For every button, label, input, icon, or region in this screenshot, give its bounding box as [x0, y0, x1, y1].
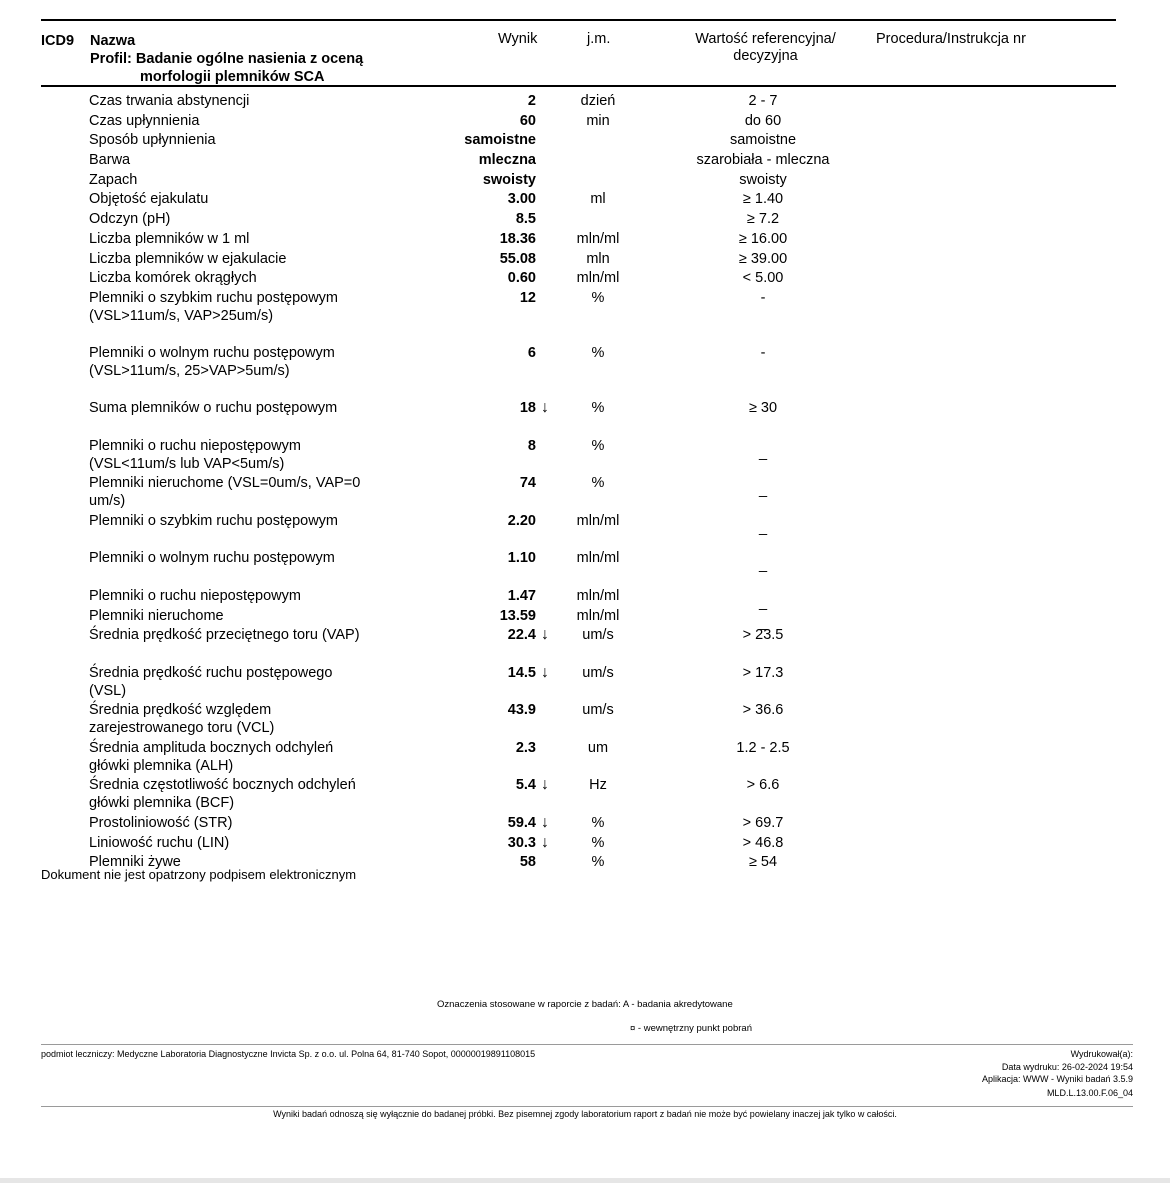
- reference-range: szarobiała - mleczna: [696, 152, 830, 169]
- legend-collection-point: ¤ - wewnętrzny punkt pobrań: [630, 1023, 752, 1034]
- reference-range: swoisty: [739, 171, 787, 188]
- result-value: samoistne: [464, 132, 536, 149]
- result-value: 1.10: [507, 550, 536, 567]
- below-range-arrow-icon: ↓: [541, 399, 549, 417]
- reference-range: -: [760, 345, 766, 362]
- parameter-name: Średnia częstotliwość bocznych odchyleń główki plemnika (BCF): [89, 777, 356, 812]
- below-range-arrow-icon: ↓: [541, 833, 549, 851]
- print-info: [982, 1048, 1133, 1099]
- reference-range: < 5.00: [742, 270, 784, 287]
- result-value: 43.9: [507, 702, 536, 719]
- result-row: [0, 474, 1170, 512]
- result-unit: um/s: [582, 627, 614, 644]
- reference-range: > 23.5: [742, 627, 784, 644]
- parameter-name: Plemniki o szybkim ruchu postępowym: [89, 512, 339, 529]
- result-unit: %: [591, 345, 605, 362]
- reference-range: ≥ 39.00: [738, 250, 788, 267]
- reference-range: _: [758, 557, 768, 574]
- parameter-name: Średnia prędkość względem zarejestrowanego toru (VCL): [89, 702, 275, 737]
- header-bottom-rule: [41, 85, 1116, 87]
- parameter-name: Plemniki o wolnym ruchu postępowym: [89, 550, 335, 567]
- parameter-name: Liniowość ruchu (LIN): [89, 834, 230, 851]
- result-value: 59.4: [507, 814, 536, 831]
- result-row: [0, 131, 1170, 151]
- parameter-name: Plemniki o szybkim ruchu postępowym (VSL>11um/s, VAP>25um/s): [89, 289, 339, 324]
- result-row: [0, 512, 1170, 550]
- reference-range: samoistne: [729, 132, 797, 149]
- result-value: swoisty: [482, 171, 536, 188]
- result-row: [0, 344, 1170, 399]
- reference-range: > 17.3: [742, 664, 784, 681]
- reference-range: > 69.7: [742, 814, 784, 831]
- result-row: [0, 92, 1170, 112]
- result-unit: %: [591, 854, 605, 871]
- parameter-name: Średnia amplituda bocznych odchyleń główki plemnika (ALH): [89, 739, 334, 774]
- result-value: 18: [519, 400, 536, 417]
- parameter-name: Liczba plemników w ejakulacie: [89, 250, 287, 267]
- result-value: 0.60: [507, 270, 536, 287]
- reference-range: _: [758, 444, 768, 461]
- provider-info: podmiot leczniczy: Medyczne Laboratoria Diagnostyczne Invicta Sp. z o.o. ul. Polna 64, 81-740 Sopot, 00000019891108015: [41, 1049, 536, 1059]
- parameter-name: Plemniki o ruchu niepostępowym (VSL<11um/s lub VAP<5um/s): [89, 437, 301, 472]
- below-range-arrow-icon: ↓: [541, 626, 549, 644]
- reference-range: ≥ 1.40: [742, 191, 784, 208]
- result-unit: mln: [586, 250, 610, 267]
- result-unit: %: [591, 475, 605, 492]
- result-row: [0, 776, 1170, 814]
- result-row: [0, 210, 1170, 230]
- result-row: [0, 607, 1170, 631]
- parameter-name: Zapach: [89, 171, 138, 188]
- reference-range: _: [758, 614, 768, 631]
- result-unit: %: [591, 437, 605, 454]
- result-row: [0, 701, 1170, 739]
- reference-range: > 36.6: [742, 702, 784, 719]
- profile-title-line2: morfologii plemników SCA: [140, 69, 325, 85]
- parameter-name: Liczba komórek okrągłych: [89, 270, 257, 287]
- result-row: [0, 814, 1170, 834]
- below-range-arrow-icon: ↓: [541, 813, 549, 831]
- result-value: 55.08: [499, 250, 536, 267]
- result-unit: %: [591, 834, 605, 851]
- result-row: [0, 587, 1170, 611]
- parameter-name: Suma plemników o ruchu postępowym: [89, 400, 338, 417]
- result-unit: min: [586, 112, 610, 129]
- column-header-unit: j.m.: [587, 31, 611, 47]
- result-row: [0, 399, 1170, 437]
- parameter-name: Odczyn (pH): [89, 211, 171, 228]
- column-header-procedure: Procedura/Instrukcja nr: [876, 31, 1026, 47]
- header-top-rule: [41, 19, 1116, 21]
- form-code: MLD.L.13.00.F.06_04: [1046, 1087, 1133, 1098]
- profile-title-line1: Profil: Badanie ogólne nasienia z oceną: [90, 51, 364, 67]
- result-value: 6: [527, 345, 536, 362]
- parameter-name: Liczba plemników w 1 ml: [89, 230, 250, 247]
- result-value: 12: [519, 289, 536, 306]
- result-row: [0, 230, 1170, 250]
- print-date: Data wydruku: 26-02-2024 19:54: [1001, 1061, 1133, 1072]
- parameter-name: Średnia prędkość przeciętnego toru (VAP): [89, 627, 360, 644]
- parameter-name: Czas upłynnienia: [89, 112, 200, 129]
- result-unit: um/s: [582, 664, 614, 681]
- reference-range: ≥ 16.00: [738, 230, 788, 247]
- result-unit: %: [591, 289, 605, 306]
- result-row: [0, 269, 1170, 289]
- result-unit: um: [587, 739, 609, 756]
- result-unit: um/s: [582, 702, 614, 719]
- result-row: [0, 549, 1170, 587]
- reference-range: ≥ 7.2: [746, 211, 780, 228]
- result-value: 14.5: [507, 664, 536, 681]
- report-disclaimer: Wyniki badań odnoszą się wyłącznie do badanej próbki. Bez pisemnej zgody laboratorium raport z badań nie może być powielany inaczej jak tylko w całości.: [273, 1109, 897, 1119]
- result-unit: %: [591, 814, 605, 831]
- column-header-result: Wynik: [498, 31, 538, 47]
- result-unit: mln/ml: [576, 270, 620, 287]
- parameter-name: Plemniki o wolnym ruchu postępowym (VSL>11um/s, 25>VAP>5um/s): [89, 345, 335, 380]
- parameter-name: Barwa: [89, 152, 131, 169]
- column-header-name: Nazwa: [90, 33, 136, 49]
- parameter-name: Plemniki żywe: [89, 854, 181, 871]
- result-value: 60: [519, 112, 536, 129]
- result-row: [0, 112, 1170, 132]
- result-row: [0, 739, 1170, 777]
- result-row: [0, 289, 1170, 344]
- result-row: [0, 437, 1170, 475]
- parameter-name: Plemniki o ruchu niepostępowym: [89, 587, 301, 604]
- reference-range: -: [760, 289, 766, 306]
- reference-range: _: [758, 482, 768, 499]
- column-header-reference-line1: Wartość referencyjna/: [695, 31, 836, 47]
- result-row: [0, 151, 1170, 171]
- result-value: 8: [527, 437, 536, 454]
- result-row: [0, 190, 1170, 210]
- parameter-name: Średnia prędkość ruchu postępowego (VSL): [89, 664, 333, 699]
- result-row: [0, 250, 1170, 270]
- result-unit: %: [591, 400, 605, 417]
- result-unit: mln/ml: [576, 607, 620, 624]
- result-value: 2.20: [507, 512, 536, 529]
- reference-range: > 46.8: [742, 834, 784, 851]
- result-value: 18.36: [499, 230, 536, 247]
- result-value: 8.5: [515, 211, 536, 228]
- result-unit: mln/ml: [576, 512, 620, 529]
- reference-range: ≥ 30: [748, 400, 778, 417]
- result-unit: mln/ml: [576, 550, 620, 567]
- result-row: [0, 626, 1170, 664]
- page-bottom-edge: [0, 1178, 1170, 1183]
- footer-top-rule: [41, 1044, 1133, 1045]
- result-unit: ml: [590, 191, 606, 208]
- reference-range: _: [758, 519, 768, 536]
- result-unit: mln/ml: [576, 230, 620, 247]
- reference-range: 1.2 - 2.5: [736, 739, 790, 756]
- result-unit: dzień: [580, 93, 616, 109]
- column-header-icd9: ICD9: [41, 33, 75, 49]
- result-value: 22.4: [507, 627, 536, 644]
- result-value: 3.00: [507, 191, 536, 208]
- reference-range: > 6.6: [746, 777, 780, 794]
- signature-note: Dokument nie jest opatrzony podpisem elektronicznym: [41, 867, 357, 882]
- application-version: Aplikacja: WWW - Wyniki badań 3.5.9: [982, 1074, 1133, 1084]
- result-value: 13.59: [499, 607, 536, 624]
- parameter-name: Plemniki nieruchome: [89, 607, 224, 624]
- parameter-name: Sposób upłynnienia: [89, 132, 216, 149]
- footer-bottom-rule: [41, 1106, 1133, 1107]
- result-value: 30.3: [507, 834, 536, 851]
- result-value: mleczna: [478, 152, 536, 169]
- result-value: 1.47: [507, 587, 536, 604]
- result-value: 58: [519, 854, 536, 871]
- legend-accredited: Oznaczenia stosowane w raporcie z badań: A - badania akredytowane: [437, 999, 733, 1010]
- column-header-reference-line2: decyzyjna: [733, 48, 798, 64]
- result-value: 74: [519, 475, 536, 492]
- result-value: 2: [527, 93, 536, 109]
- parameter-name: Plemniki nieruchome (VSL=0um/s, VAP=0 um/s): [89, 475, 361, 510]
- reference-range: ≥ 54: [748, 854, 778, 871]
- result-unit: mln/ml: [576, 587, 620, 604]
- printed-by: Wydrukował(a):: [1070, 1049, 1133, 1059]
- reference-range: 2 - 7: [748, 93, 778, 109]
- result-unit: Hz: [589, 777, 607, 794]
- reference-range: _: [758, 594, 768, 611]
- parameter-name: Czas trwania abstynencji: [89, 93, 250, 109]
- reference-range: do 60: [744, 112, 782, 129]
- result-row: [0, 834, 1170, 854]
- result-row: [0, 171, 1170, 191]
- below-range-arrow-icon: ↓: [541, 776, 549, 794]
- parameter-name: Prostoliniowość (STR): [89, 814, 233, 831]
- parameter-name: Objętość ejakulatu: [89, 191, 209, 208]
- result-value: 2.3: [515, 739, 536, 756]
- results-table: [0, 92, 1170, 873]
- below-range-arrow-icon: ↓: [541, 663, 549, 681]
- result-value: 5.4: [515, 777, 536, 794]
- result-row: [0, 664, 1170, 702]
